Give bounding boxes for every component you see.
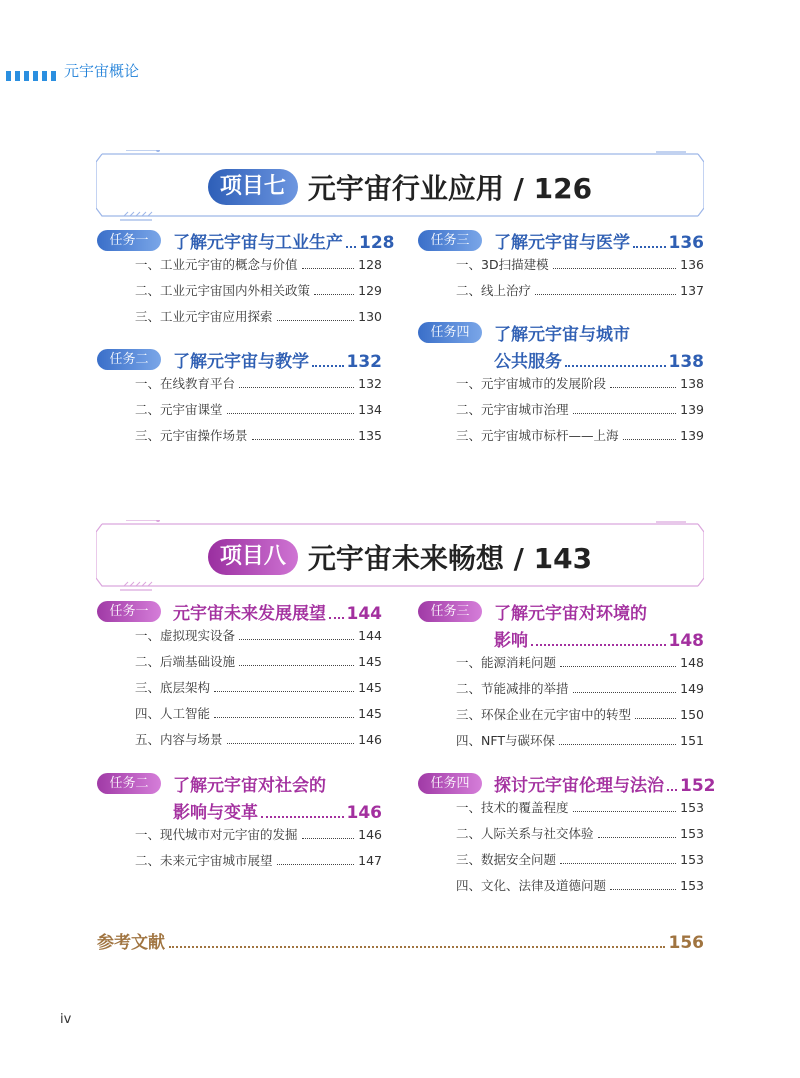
task-pill: 任务二 [97,349,161,370]
p7-task-1 [97,228,395,333]
toc-entry[interactable]: 四、文化、法律及道德问题 153 [456,878,704,893]
toc-entry[interactable]: 二、元宇宙城市治理 139 [456,402,704,417]
task-pill: 任务三 [418,230,482,251]
task-title-line1[interactable]: 了解元宇宙与城市 [494,325,630,345]
toc-entry[interactable]: 二、元宇宙课堂 134 [135,402,382,417]
project-7-badge: 项目七 [208,169,298,205]
project-8-badge: 项目八 [208,539,298,575]
page-number: iv [60,1012,72,1027]
toc-entry[interactable]: 三、数据安全问题 153 [456,852,704,867]
p8-task-1 [97,599,382,756]
task-pill: 任务一 [97,601,161,622]
toc-entry[interactable]: 二、工业元宇宙国内外相关政策 129 [135,283,382,298]
task-title-line1[interactable]: 了解元宇宙对环境的 [494,604,647,624]
toc-entry[interactable]: 二、线上治疗 137 [456,283,704,298]
p7-task-3 [418,228,704,307]
references-page: 156 [668,933,704,953]
project-7-heading [96,167,704,207]
p7-task-2 [97,347,382,452]
project-8-name[interactable]: 元宇宙未来畅想 / 143 [307,542,593,575]
toc-entry[interactable]: 二、节能减排的举措 149 [456,681,704,696]
toc-entry[interactable]: 一、工业元宇宙的概念与价值 128 [135,257,382,272]
toc-entry[interactable]: 一、在线教育平台 132 [135,376,382,391]
references-label: 参考文献 [97,933,165,953]
task-pill: 任务三 [418,601,482,622]
toc-entry[interactable]: 一、虚拟现实设备 144 [135,628,382,643]
book-title: 元宇宙概论 [64,62,140,80]
project-7-banner [96,150,704,222]
task-title-line1[interactable]: 了解元宇宙对社会的 [173,776,326,796]
task-title-link[interactable]: 了解元宇宙与教学 132 [173,352,382,372]
toc-entry[interactable]: 一、能源消耗问题 148 [456,655,704,670]
task-title-link[interactable]: 了解元宇宙与工业生产 128 [173,233,395,253]
references-leader [169,946,665,948]
toc-entry[interactable]: 三、底层架构 145 [135,680,382,695]
toc-entry[interactable]: 二、人际关系与社交体验 153 [456,826,704,841]
task-pill: 任务四 [418,322,482,343]
toc-entry[interactable]: 一、3D扫描建模 136 [456,257,704,272]
task-title-link[interactable]: 了解元宇宙与医学 136 [494,233,704,253]
task-title-link[interactable]: 影响 148 [494,631,704,651]
p8-task-3 [418,599,704,757]
p7-task-4 [418,320,704,452]
project-7-name[interactable]: 元宇宙行业应用 / 126 [307,172,593,205]
toc-entry[interactable]: 三、元宇宙操作场景 135 [135,428,382,443]
p8-task-2 [97,771,382,877]
toc-entry[interactable]: 二、未来元宇宙城市展望 147 [135,853,382,868]
toc-entry[interactable]: 三、环保企业在元宇宙中的转型 150 [456,707,704,722]
toc-entry[interactable]: 二、后端基础设施 145 [135,654,382,669]
task-title-link[interactable]: 影响与变革 146 [173,803,382,823]
toc-entry[interactable]: 一、元宇宙城市的发展阶段 138 [456,376,704,391]
task-title-link[interactable]: 元宇宙未来发展展望 144 [173,604,382,624]
toc-entry[interactable]: 四、人工智能 145 [135,706,382,721]
task-pill: 任务二 [97,773,161,794]
task-title-link[interactable]: 探讨元宇宙伦理与法治 152 [494,776,716,796]
toc-entry[interactable]: 四、NFT与碳环保 151 [456,733,704,748]
toc-entry[interactable]: 五、内容与场景 146 [135,732,382,747]
header-bars-decoration [6,66,60,85]
task-pill: 任务一 [97,230,161,251]
toc-entry[interactable]: 三、元宇宙城市标杆——上海 139 [456,428,704,443]
task-pill: 任务四 [418,773,482,794]
task-title-link[interactable]: 公共服务 138 [494,352,704,372]
p8-task-4 [418,771,716,902]
project-8-heading [96,537,704,577]
toc-entry[interactable]: 一、技术的覆盖程度 153 [456,800,704,815]
project-8-banner [96,520,704,592]
references-entry[interactable] [97,928,704,953]
toc-entry[interactable]: 一、现代城市对元宇宙的发掘 146 [135,827,382,842]
toc-entry[interactable]: 三、工业元宇宙应用探索 130 [135,309,382,324]
